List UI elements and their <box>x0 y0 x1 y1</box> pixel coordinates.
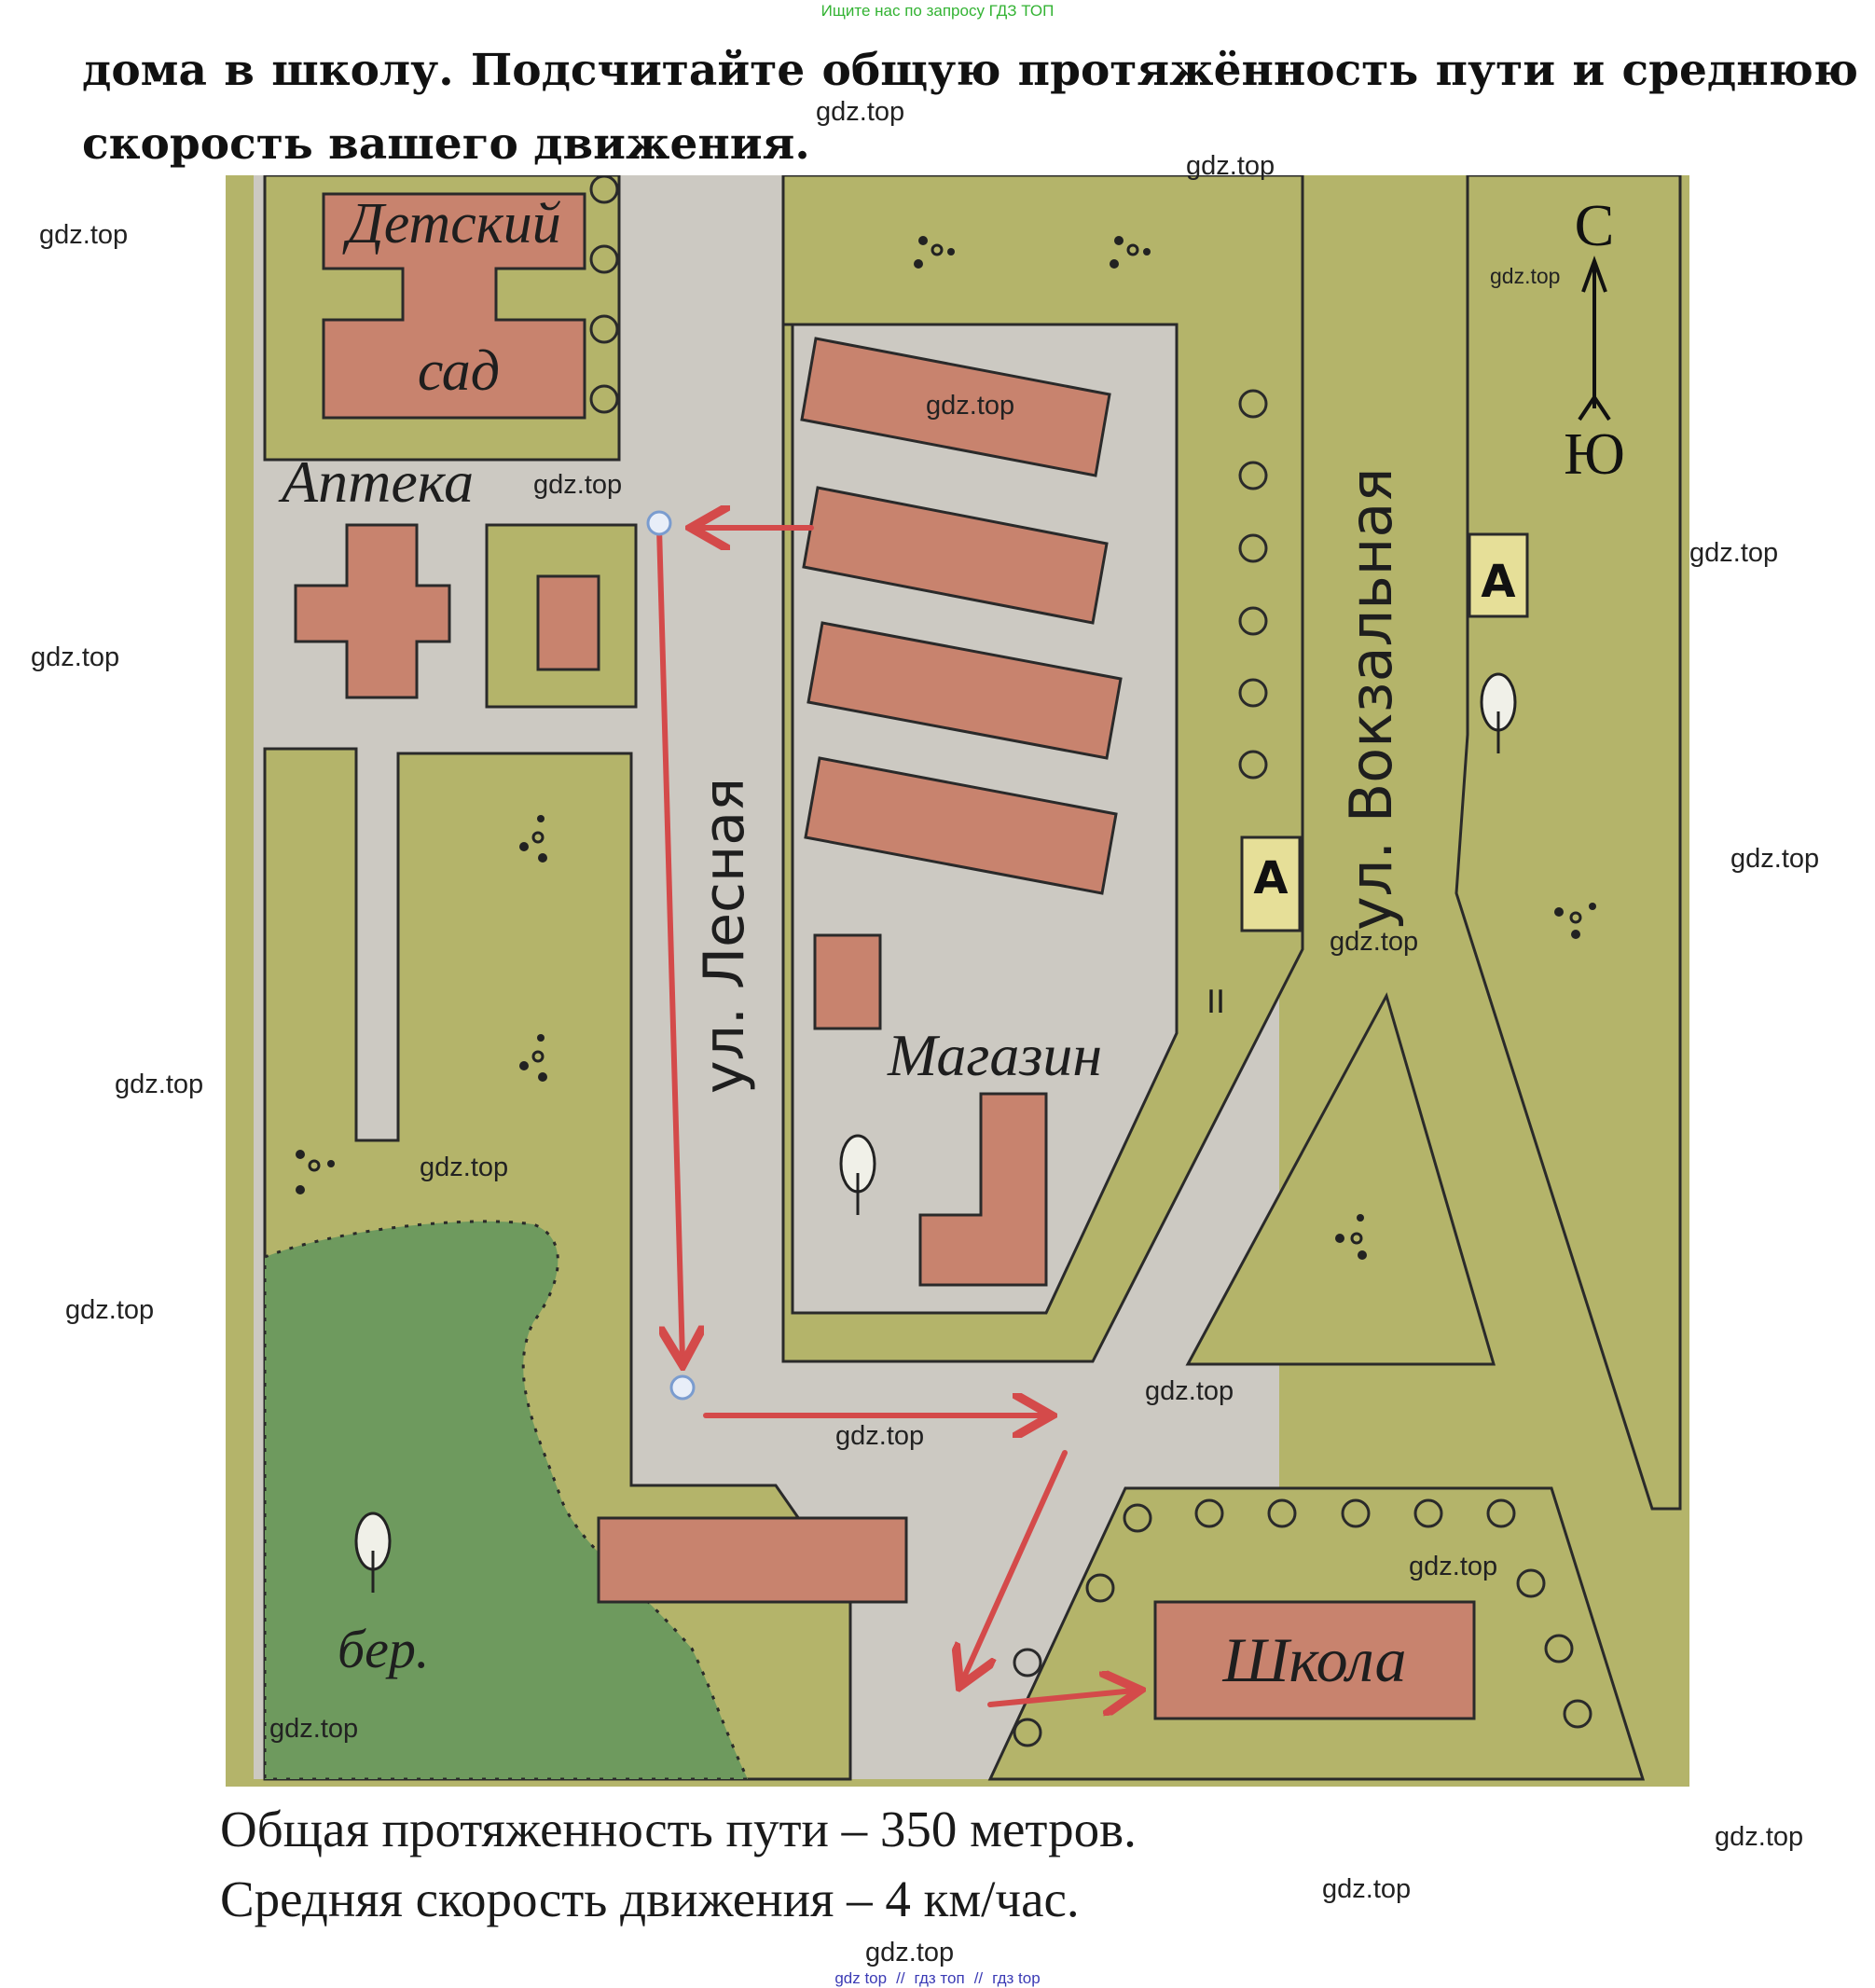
watermark-text: gdz.top <box>1730 844 1820 874</box>
watermark-text: gdz.top <box>1689 538 1779 568</box>
street-vokzalnaya-label: ул. Вокзальная <box>1337 467 1405 931</box>
watermark-text: gdz.top <box>835 1421 925 1451</box>
footer-separator: // <box>896 1969 905 1987</box>
task-line-1: дома в школу. Подсчитайте общую протяжённость пути и среднюю <box>82 45 1858 96</box>
birch-label: бер. <box>338 1619 430 1679</box>
watermark-text: gdz.top <box>816 97 905 127</box>
watermark-text: gdz.top <box>65 1295 155 1325</box>
watermark-text: gdz.top <box>926 391 1015 421</box>
footer-link[interactable]: гдз топ <box>914 1969 965 1987</box>
top-banner: Ищите нас по запросу ГДЗ ТОП <box>820 2 1055 20</box>
watermark-text: gdz.top <box>1145 1376 1234 1406</box>
pharmacy-small-building <box>538 576 599 670</box>
answer-length: Общая протяженность пути – 350 метров. <box>220 1801 1137 1857</box>
footer-links <box>0 1969 1875 1988</box>
watermark-text: gdz.top <box>1330 927 1419 957</box>
school-label: Школа <box>1222 1624 1407 1695</box>
answer-speed: Средняя скорость движения – 4 км/час. <box>220 1871 1080 1927</box>
watermark-text: gdz.top <box>865 1938 955 1967</box>
footer-link[interactable]: gdz top <box>834 1969 888 1987</box>
watermark-text: gdz.top <box>269 1714 359 1744</box>
small-building <box>815 935 880 1029</box>
watermark-text: gdz.top <box>1322 1874 1412 1904</box>
shop-label: Магазин <box>888 1022 1103 1088</box>
bus-stop-label: А <box>1253 852 1289 904</box>
road-marker-label: II <box>1206 984 1226 1021</box>
watermark-text: gdz.top <box>1490 264 1561 288</box>
watermark-text: gdz.top <box>420 1153 509 1182</box>
watermark-text: gdz.top <box>1186 151 1275 181</box>
street-lesnaya-label: ул. Лесная <box>692 777 757 1094</box>
compass-north-label: С <box>1574 192 1615 258</box>
watermark-text: gdz.top <box>39 220 129 250</box>
footer-link[interactable]: гдз top <box>992 1969 1041 1987</box>
route-turn-point <box>671 1376 694 1399</box>
footer-separator: // <box>973 1969 984 1987</box>
watermark-text: gdz.top <box>1409 1552 1498 1581</box>
watermark-text: gdz.top <box>31 642 120 672</box>
south-building <box>599 1518 906 1602</box>
pharmacy-label: Аптека <box>282 449 475 515</box>
watermark-text: gdz.top <box>115 1070 204 1099</box>
kindergarten-label: Детский <box>347 192 561 255</box>
watermark-text: gdz.top <box>533 470 623 500</box>
route-start-point <box>648 512 670 534</box>
compass-south-label: Ю <box>1564 421 1625 487</box>
bus-stop-label: А <box>1481 556 1516 608</box>
kindergarten-label-2: сад <box>417 339 501 403</box>
task-text <box>82 34 1858 181</box>
task-line-2: скорость вашего движения. <box>82 118 810 170</box>
watermark-text: gdz.top <box>1715 1822 1804 1852</box>
